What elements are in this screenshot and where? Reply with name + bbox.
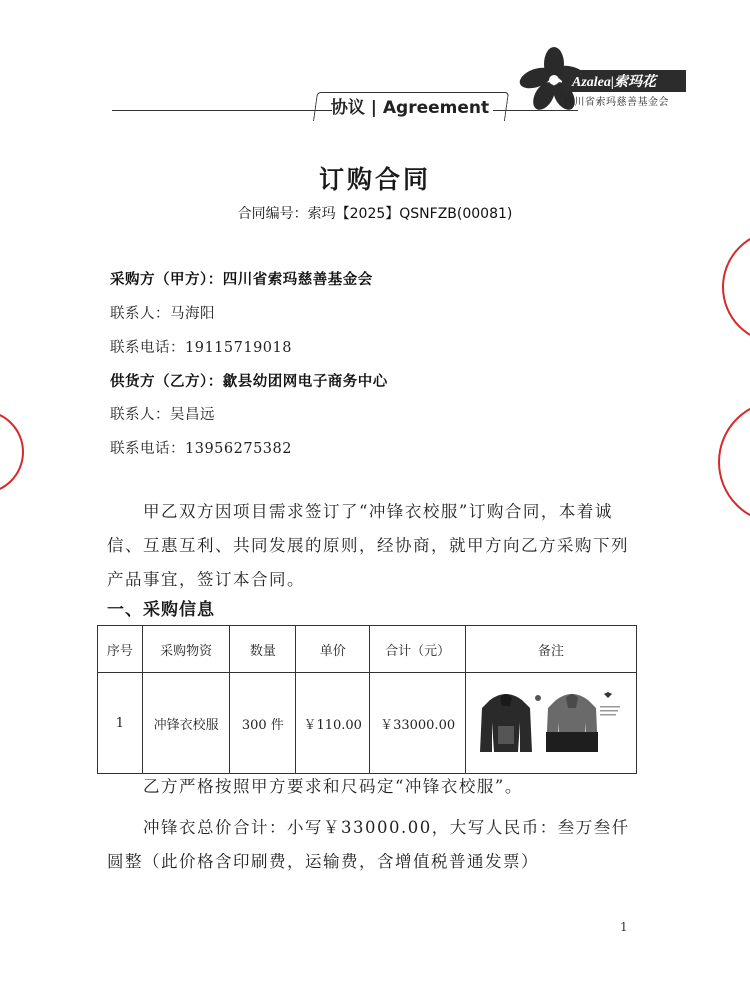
table-row (98, 673, 637, 774)
header-divider-left (112, 110, 332, 111)
jacket-product-image (476, 686, 626, 756)
cell-total: ￥33000.00 (370, 673, 466, 774)
red-seal-stamp-left (0, 410, 24, 494)
supplier-contact: 联系人：吴昌远 (110, 407, 215, 423)
header-divider-right (493, 110, 578, 111)
col-header-remark: 备注 (466, 626, 637, 673)
cell-qty: 300 件 (230, 673, 296, 774)
col-header-qty: 数量 (230, 626, 296, 673)
purchase-table (97, 625, 637, 774)
cell-remark-image (466, 673, 637, 774)
col-header-index: 序号 (98, 626, 143, 673)
intro-paragraph: 甲乙双方因项目需求签订了“冲锋衣校服”订购合同，本着诚信、互惠互利、共同发展的原则，经协商，就甲方向乙方采购下列产品事宜，签订本合同。 (107, 502, 629, 589)
supplier-phone: 联系电话：13956275382 (110, 441, 292, 457)
red-seal-stamp-top-right (722, 230, 750, 344)
header-tab-label: 协议 | Agreement (330, 98, 490, 118)
total-price-text: 冲锋衣总价合计：小写￥33000.00，大写人民币：叁万叁仟圆整（此价格含印刷费，运输费，含增值税普通发票） (107, 818, 630, 871)
col-header-unit-price: 单价 (296, 626, 370, 673)
logo-brand-band: Azalea|索玛花 (562, 70, 686, 92)
size-requirement-text: 乙方严格按照甲方要求和尺码定“冲锋衣校服”。 (143, 777, 523, 796)
cell-index: 1 (98, 673, 143, 774)
logo-org-name: 四川省索玛慈善基金会 (564, 97, 669, 108)
section-title-purchase: 一、采购信息 (107, 600, 215, 620)
buyer-contact: 联系人：马海阳 (110, 306, 215, 322)
cell-unit-price: ￥110.00 (296, 673, 370, 774)
document-title: 订购合同 (318, 165, 431, 194)
table-header-row (98, 626, 637, 673)
supplier-heading: 供货方（乙方）：歙县幼团网电子商务中心 (110, 374, 388, 390)
red-seal-stamp-mid-right (718, 400, 750, 524)
buyer-phone: 联系电话：19115719018 (110, 340, 292, 356)
cell-item: 冲锋衣校服 (142, 673, 230, 774)
contract-number: 合同编号：索玛【2025】QSNFZB(00081) (237, 206, 513, 222)
col-header-item: 采购物资 (142, 626, 230, 673)
page-number: 1 (620, 920, 628, 934)
col-header-total: 合计（元） (370, 626, 466, 673)
buyer-heading: 采购方（甲方）：四川省索玛慈善基金会 (110, 272, 373, 288)
